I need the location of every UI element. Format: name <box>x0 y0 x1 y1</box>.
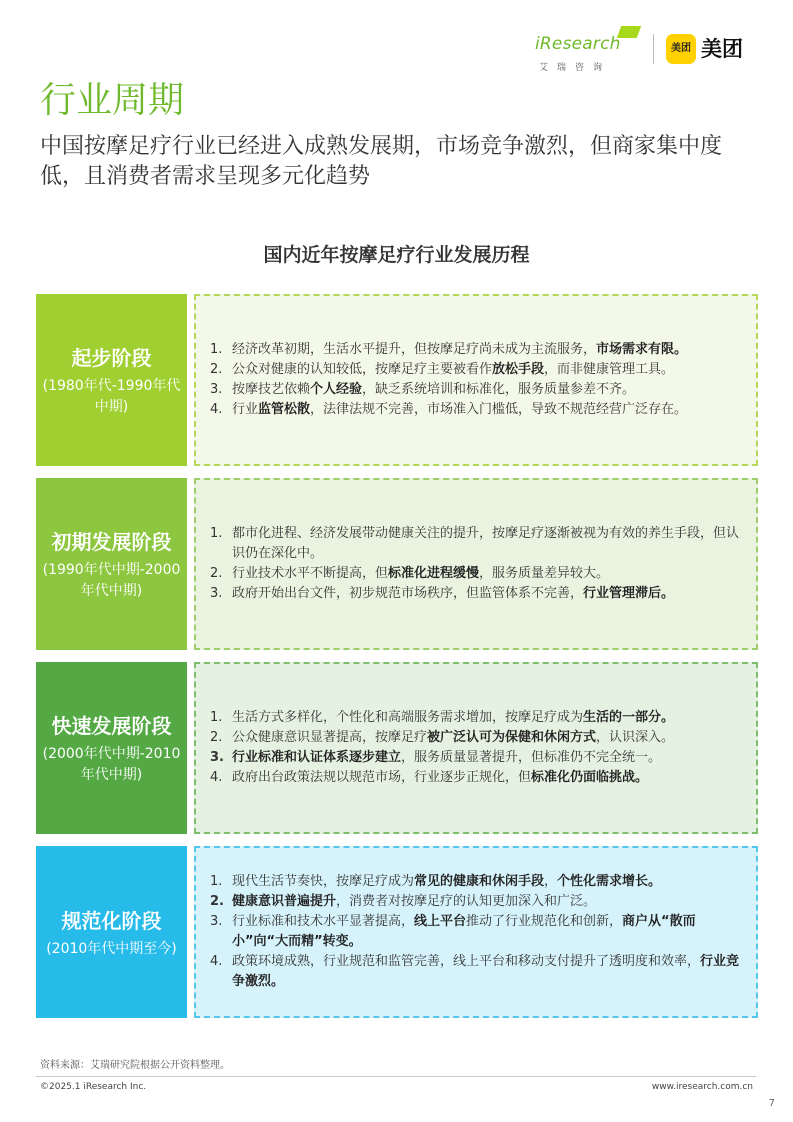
item-text-segment: 现代生活节奏快，按摩足疗成为 <box>232 874 415 889</box>
item-number: 4. <box>210 402 223 417</box>
item-text-emphasis: 常见的健康和休闲手段 <box>414 874 545 889</box>
stage-name: 规范化阶段 <box>61 908 162 933</box>
item-text-segment: ，服务质量显著提升，但标准仍不完全统一。 <box>401 750 662 765</box>
stage-item <box>210 892 742 912</box>
item-text-emphasis: 市场需求有限。 <box>596 342 688 357</box>
item-number: 3. <box>210 586 223 601</box>
stage-label <box>36 294 187 466</box>
item-text-segment: 政府出台政策法规以规范市场，行业逐步正规化，但 <box>232 770 532 785</box>
stage-label <box>36 846 187 1018</box>
item-text-emphasis: 行业竞争激烈。 <box>232 954 740 989</box>
page-subtitle: 中国按摩足疗行业已经进入成熟发展期，市场竞争激烈，但商家集中度低，且消费者需求呈现多元化趋势 <box>40 134 723 189</box>
item-text-emphasis: 监管松散 <box>258 402 311 417</box>
item-text-segment: ，法律法规不完善，市场准入门槛低，导致不规范经营广泛存在。 <box>310 402 688 417</box>
stage-row-2 <box>36 478 758 650</box>
page-title: 行业周期 <box>40 80 185 121</box>
stage-label <box>36 478 187 650</box>
item-text <box>232 400 687 420</box>
item-text-segment: 推动了行业规范化和创新， <box>466 914 623 929</box>
stage-period: (1980年代-1990年代中期) <box>42 378 181 415</box>
stage-period: (1990年代中期-2000年代中期) <box>42 562 181 599</box>
copyright: ©2025.1 iResearch Inc. <box>40 1082 147 1092</box>
item-text-emphasis: 线上平台 <box>414 914 467 929</box>
item-text <box>232 728 674 748</box>
website-url: www.iresearch.com.cn <box>651 1082 753 1092</box>
stage-name: 初期发展阶段 <box>51 530 172 554</box>
item-text-segment: 经济改革初期，生活水平提升，但按摩足疗尚未成为主流服务， <box>232 342 597 357</box>
stage-items <box>196 872 756 992</box>
item-text-segment: 生活方式多样化，个性化和高端服务需求增加，按摩足疗成为 <box>232 710 584 725</box>
item-text <box>232 748 661 768</box>
item-text <box>232 524 742 564</box>
item-text-segment: 政策环境成熟，行业规范和监管完善，线上平台和移动支付提升了透明度和效率， <box>232 954 701 969</box>
stage-item <box>210 524 742 564</box>
stage-description-box <box>194 662 758 834</box>
item-number: 4. <box>210 954 223 969</box>
item-text-segment: ，缺乏系统培训和标准化，服务质量参差不齐。 <box>362 382 636 397</box>
item-text-segment: 政府开始出台文件，初步规范市场秩序，但监管体系不完善， <box>232 586 584 601</box>
stage-period: (2000年代中期-2010年代中期) <box>42 746 181 783</box>
item-text-segment: 行业标准和技术水平显著提高， <box>232 914 415 929</box>
item-text <box>232 340 687 360</box>
item-text-emphasis: 个人经验 <box>310 382 363 397</box>
item-text-segment: 公众健康意识显著提高，按摩足疗 <box>232 730 428 745</box>
item-text-emphasis: 标准化进程缓慢 <box>388 566 480 581</box>
item-text-segment: 都市化进程、经济发展带动健康关注的提升，按摩足疗逐渐被视为有效的养生手段，但认识仍在深化中。 <box>232 526 740 561</box>
stage-items <box>196 708 756 788</box>
item-number: 3. <box>210 914 223 929</box>
stage-items <box>196 524 756 604</box>
item-text-emphasis: 行业管理滞后。 <box>583 586 675 601</box>
stage-item <box>210 564 742 584</box>
item-text <box>232 872 661 892</box>
stage-item <box>210 912 742 952</box>
item-number: 2. <box>210 730 223 745</box>
item-text <box>232 708 674 728</box>
item-text-segment: 公众对健康的认知较低，按摩足疗主要被看作 <box>232 362 493 377</box>
item-text-emphasis: 标准化仍面临挑战。 <box>531 770 649 785</box>
item-text-segment: ，而非健康管理工具。 <box>544 362 675 377</box>
stage-item <box>210 340 742 360</box>
item-text-emphasis: 行业标准和认证体系逐步建立 <box>232 750 402 765</box>
stage-item <box>210 872 742 892</box>
stage-item <box>210 748 742 768</box>
item-text <box>232 892 596 912</box>
item-text <box>232 360 674 380</box>
meituan-logo-badge: 美团 <box>666 34 696 64</box>
item-text-emphasis: 生活的一部分。 <box>583 710 675 725</box>
item-number: 1. <box>210 874 223 889</box>
stage-items <box>196 340 756 420</box>
section-title: 国内近年按摩足疗行业发展历程 <box>263 244 530 266</box>
iresearch-logo-cn: 艾瑞咨询 <box>539 63 612 73</box>
stage-item <box>210 768 742 788</box>
item-number: 3. <box>210 750 224 765</box>
stage-item <box>210 360 742 380</box>
item-text-emphasis: 商户从“散而小”向“大而精”转变。 <box>232 914 696 949</box>
stage-description-box <box>194 294 758 466</box>
stage-row-1 <box>36 294 758 466</box>
stage-item <box>210 728 742 748</box>
header-logos <box>533 24 763 76</box>
item-text-segment: ，消费者对按摩足疗的认知更加深入和广泛。 <box>336 894 597 909</box>
item-text-emphasis: 个性化需求增长。 <box>557 874 662 889</box>
item-text-segment: 行业技术水平不断提高，但 <box>232 566 389 581</box>
stage-period: (2010年代中期至今) <box>46 940 177 957</box>
meituan-logo-text: 美团 <box>701 37 743 61</box>
item-number: 1. <box>210 710 223 725</box>
item-text-segment: 按摩技艺依赖 <box>232 382 311 397</box>
item-number: 2. <box>210 362 223 377</box>
stage-name: 起步阶段 <box>71 346 152 370</box>
stage-row-3 <box>36 662 758 834</box>
item-number: 1. <box>210 342 223 357</box>
item-text-segment: ，认识深入。 <box>596 730 675 745</box>
item-number: 1. <box>210 526 223 541</box>
item-text <box>232 768 648 788</box>
stage-description-box <box>194 478 758 650</box>
logo-divider <box>653 34 654 64</box>
source-note: 资料来源：艾瑞研究院根据公开资料整理。 <box>40 1060 230 1071</box>
item-number: 4. <box>210 770 223 785</box>
iresearch-logo <box>533 28 648 74</box>
item-text <box>232 380 635 400</box>
item-text-segment: ， <box>544 874 558 889</box>
iresearch-logo-text: iResearch <box>535 34 621 54</box>
item-text-segment: 行业 <box>232 402 259 417</box>
stage-description-box <box>194 846 758 1018</box>
item-text <box>232 912 742 952</box>
stage-item <box>210 952 742 992</box>
item-text-emphasis: 被广泛认可为保健和休闲方式 <box>427 730 597 745</box>
item-text-segment: ，服务质量差异较大。 <box>479 566 610 581</box>
item-number: 2. <box>210 894 224 909</box>
item-text <box>232 952 742 992</box>
item-text <box>232 564 609 584</box>
footer-divider <box>36 1076 756 1077</box>
item-text <box>232 584 674 604</box>
stage-item <box>210 708 742 728</box>
stage-label <box>36 662 187 834</box>
stage-row-4 <box>36 846 758 1018</box>
stage-item <box>210 584 742 604</box>
stage-item <box>210 380 742 400</box>
item-number: 3. <box>210 382 223 397</box>
stage-name: 快速发展阶段 <box>51 714 172 738</box>
item-text-emphasis: 放松手段 <box>492 362 545 377</box>
page-number: 7 <box>768 1098 775 1109</box>
item-number: 2. <box>210 566 223 581</box>
item-text-emphasis: 健康意识普遍提升 <box>232 894 337 909</box>
stage-item <box>210 400 742 420</box>
